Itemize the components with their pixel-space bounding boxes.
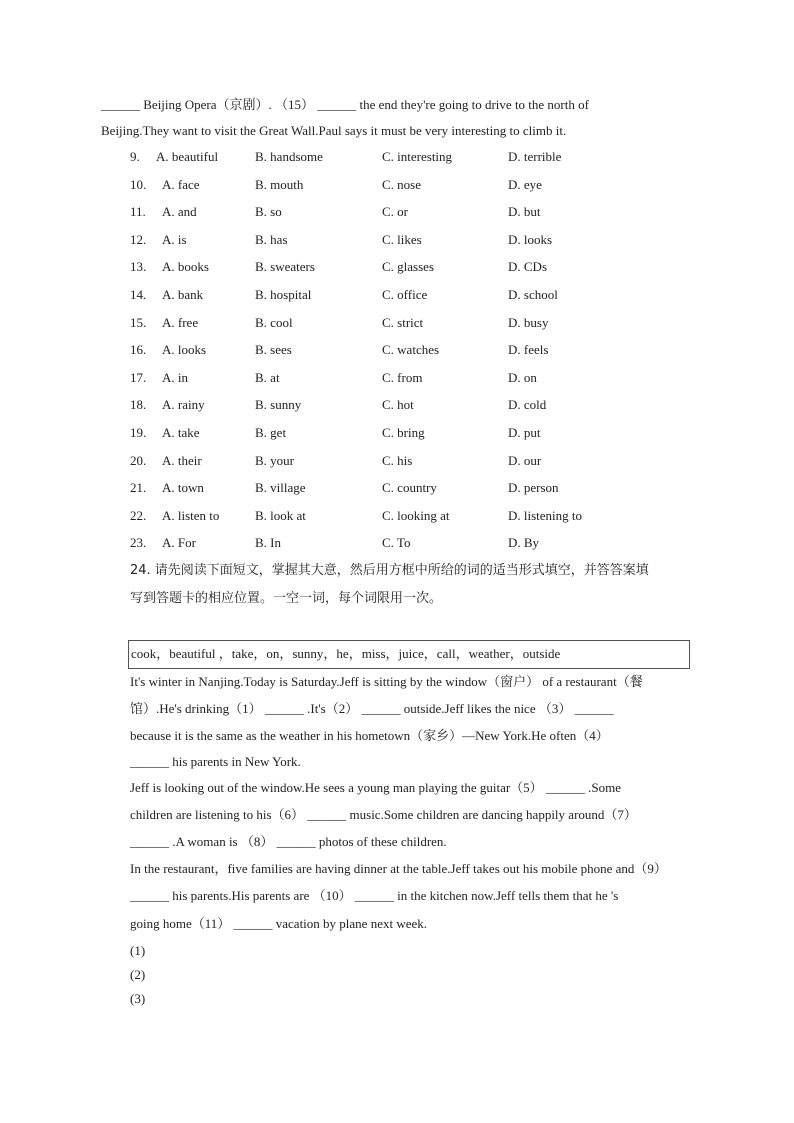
option-d: D. eye (508, 176, 542, 192)
answer-label: (1) (130, 943, 146, 958)
option-c: C. interesting (382, 149, 453, 164)
question-number: 16. (130, 342, 147, 358)
passage-line: because it is the same as the weather in his hometown（家乡）—New York.He often（4） (130, 728, 609, 743)
option-c: C. looking at (382, 507, 450, 523)
option-a: A. take (162, 425, 200, 440)
option-a: A. face (162, 176, 200, 192)
question-number: 10. (130, 176, 147, 192)
question-number: 15. (130, 314, 147, 330)
option-c: C. glasses (382, 259, 434, 275)
option-b: B. hospital (255, 287, 312, 302)
passage-top-line-2: Beijing.They want to visit the Great Wall.Paul says it must be very interesting to climb it. (101, 123, 567, 138)
passage-line: 馆）.He's drinking（1） ______ .It's（2） ______ outside.Jeff likes the nice （3） ______ (130, 701, 614, 716)
question-number: 23. (130, 535, 147, 551)
option-b: B. your (255, 452, 294, 468)
option-b: B. sees (255, 342, 292, 358)
option-d: D. person (508, 480, 559, 496)
option-d: D. school (508, 287, 558, 302)
option-a: A. is (162, 231, 187, 247)
option-c: C. country (382, 480, 437, 496)
option-c: C. To (382, 535, 411, 551)
question-number: 9. (130, 149, 140, 164)
question-number: 21. (130, 480, 147, 496)
option-c: C. nose (382, 176, 421, 192)
option-a: A. beautiful (156, 149, 219, 164)
option-c: C. or (382, 204, 408, 220)
answer-label: (3) (130, 991, 146, 1006)
passage-line: going home（11） ______ vacation by plane next week. (130, 916, 428, 931)
option-a: A. free (162, 314, 199, 330)
option-d: D. on (508, 369, 537, 385)
passage-line: Jeff is looking out of the window.He sees a young man playing the guitar（5） ______ .Some (130, 780, 622, 795)
option-d: D. but (508, 204, 541, 220)
passage-line: children are listening to his（6） ______ music.Some children are dancing happily around（7） (130, 807, 637, 822)
question-number: 12. (130, 231, 147, 247)
option-b: B. at (255, 369, 280, 385)
option-a: A. in (162, 369, 188, 385)
answer-label: (2) (130, 967, 146, 982)
option-c: C. watches (382, 342, 440, 358)
option-a: A. bank (162, 287, 204, 302)
option-d: D. put (508, 425, 541, 440)
option-b: B. mouth (255, 176, 304, 192)
option-b: B. sweaters (255, 259, 315, 275)
option-b: B. cool (255, 314, 293, 330)
option-b: B. look at (255, 507, 306, 523)
option-d: D. terrible (508, 149, 562, 164)
section-24-instruction-line-1: 24. 请先阅读下面短文，掌握其大意，然后用方框中所给的词的适当形式填空，并答答案填 (130, 563, 649, 578)
question-number: 22. (130, 507, 147, 523)
option-a: A. town (162, 480, 204, 496)
option-a: A. their (162, 452, 202, 468)
option-d: D. CDs (508, 259, 548, 275)
option-b: B. get (255, 425, 287, 440)
option-d: D. By (508, 535, 540, 551)
option-b: B. has (255, 231, 288, 247)
option-a: A. looks (162, 342, 207, 358)
option-b: B. village (255, 480, 306, 496)
question-number: 17. (130, 369, 147, 385)
option-c: C. his (382, 452, 413, 468)
passage-line: It's winter in Nanjing.Today is Saturday.Jeff is sitting by the window（窗户） of a restaurant（餐 (130, 674, 643, 689)
question-number: 20. (130, 452, 147, 468)
option-a: A. listen to (162, 507, 220, 523)
passage-line: ______ his parents.His parents are （10） ______ in the kitchen now.Jeff tells them that he 's (130, 888, 619, 903)
option-a: A. rainy (162, 397, 205, 413)
option-d: D. feels (508, 342, 549, 358)
passage-top-line-1: ______ Beijing Opera（京剧）. （15） ______ the end they're going to drive to the north of (101, 97, 589, 112)
option-c: C. likes (382, 231, 422, 247)
passage-line: In the restaurant，five families are having dinner at the table.Jeff takes out his mobile phone and（9） (130, 861, 667, 876)
option-c: C. from (382, 369, 423, 385)
section-24-instruction-line-2: 写到答题卡的相应位置。一空一词，每个词限用一次。 (130, 591, 443, 606)
option-c: C. hot (382, 397, 414, 413)
word-bank-text: cook，beautiful ，take，on，sunny，he，miss，juice，call，weather，outside (131, 646, 561, 661)
question-number: 13. (130, 259, 147, 275)
option-b: B. so (255, 204, 282, 220)
option-c: C. bring (382, 425, 425, 440)
option-a: A. and (162, 204, 197, 220)
option-b: B. In (255, 535, 281, 551)
option-a: A. For (162, 535, 196, 551)
option-d: D. looks (508, 231, 553, 247)
word-bank-box (128, 640, 690, 669)
option-c: C. office (382, 287, 428, 302)
option-b: B. handsome (255, 149, 323, 164)
option-d: D. listening to (508, 507, 583, 523)
question-number: 18. (130, 397, 147, 413)
passage-line: ______ .A woman is （8） ______ photos of these children. (130, 834, 447, 849)
question-number: 19. (130, 425, 147, 440)
option-d: D. our (508, 452, 542, 468)
passage-line: ______ his parents in New York. (130, 754, 301, 769)
option-c: C. strict (382, 314, 424, 330)
question-number: 11. (130, 204, 146, 220)
option-b: B. sunny (255, 397, 302, 413)
option-a: A. books (162, 259, 209, 275)
option-d: D. busy (508, 314, 549, 330)
question-number: 14. (130, 287, 147, 302)
option-d: D. cold (508, 397, 547, 413)
